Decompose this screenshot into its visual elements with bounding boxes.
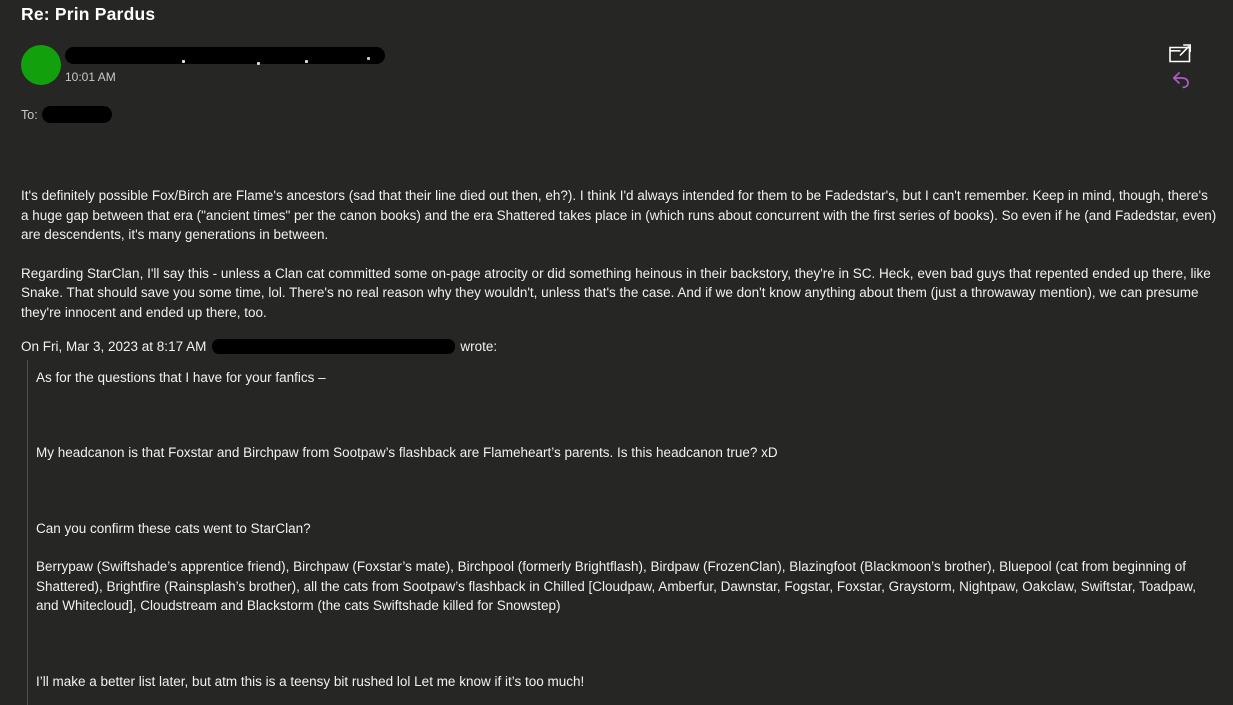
body-paragraph: It's definitely possible Fox/Birch are Flame's ancestors (sad that their line died out then, eh?). I think I'd always intended for them to be Fadedstar's, but I can't remember. Keep in mind, though, there's a huge gap between that era ("ancient times" per the canon books) and the era Shattered takes place in (which runs about concurrent with the first series of books). So even if he (and Fadedstar, even) are descendents, it's many generations in between. bbox=[21, 188, 1217, 242]
email-body bbox=[21, 186, 1219, 705]
redacted-sender-name[interactable] bbox=[65, 47, 385, 64]
recipient-row bbox=[21, 106, 1233, 123]
quoted-paragraph: My headcanon is that Foxstar and Birchpaw from Sootpaw’s flashback are Flameheart’s parents. Is this headcanon true? xD bbox=[36, 445, 778, 460]
message-timestamp: 10:01 AM bbox=[65, 70, 116, 84]
quoted-message-block bbox=[27, 360, 1219, 705]
open-in-new-window-button[interactable] bbox=[1168, 42, 1193, 64]
quoted-paragraph: Can you confirm these cats went to StarClan? bbox=[36, 520, 311, 536]
quoted-paragraph: Berrypaw (Swiftshade’s apprentice friend), Birchpaw (Foxstar’s mate), Birchpool (formerly Brightflash), Birdpaw (FrozenClan), Blazingfoot (Blackmoon’s brother), Bluepool (cat from beginning of Shattered), Brightfire (Rainsplash’s brother), all the cats from Sootpaw’s flashback in Chilled [Cloudpaw, Amberfur, Dawnstar, Fogstar, Foxstar, Graystorm, Nightpaw, Oakclaw, Swiftstar, Toadpaw, and Whitecloud], Cloudstream and Blackstorm (the cats Swiftshade killed for Snowstep) bbox=[36, 559, 1197, 613]
redacted-recipient[interactable] bbox=[42, 106, 112, 123]
quoted-paragraph: I’ll make a better list later, but atm this is a teensy bit rushed lol Let me know if it’s too much! bbox=[36, 673, 585, 689]
replied-indicator-button[interactable] bbox=[1171, 71, 1191, 89]
redacted-quoted-sender bbox=[212, 339, 455, 354]
sender-avatar[interactable] bbox=[21, 45, 61, 85]
quote-attribution-suffix: wrote: bbox=[460, 339, 498, 354]
sender-meta bbox=[65, 45, 385, 85]
pop-out-icon bbox=[1168, 42, 1193, 64]
reply-arrow-icon bbox=[1171, 71, 1191, 89]
quote-attribution-prefix: On Fri, Mar 3, 2023 at 8:17 AM bbox=[21, 339, 207, 354]
sender-row bbox=[21, 45, 1233, 85]
redaction-artifact-specks bbox=[182, 60, 185, 63]
quoted-message-attribution bbox=[21, 337, 1219, 357]
quoted-paragraph: As for the questions that I have for your fanfics – bbox=[36, 369, 326, 385]
email-subject: Re: Prin Pardus bbox=[21, 4, 156, 24]
message-toolbar bbox=[1168, 42, 1193, 89]
body-paragraph: Regarding StarClan, I'll say this - unless a Clan cat committed some on-page atrocity or did something heinous in their backstory, they're in SC. Heck, even bad guys that repented ended up there, like Snake. That should save you some time, lol. There's no real reason why they wouldn't, unless that's the case. And if we don't know anything about them (just a throwaway mention), we can presume they're innocent and ended up there, too. bbox=[21, 265, 1211, 320]
to-label: To: bbox=[21, 107, 38, 122]
